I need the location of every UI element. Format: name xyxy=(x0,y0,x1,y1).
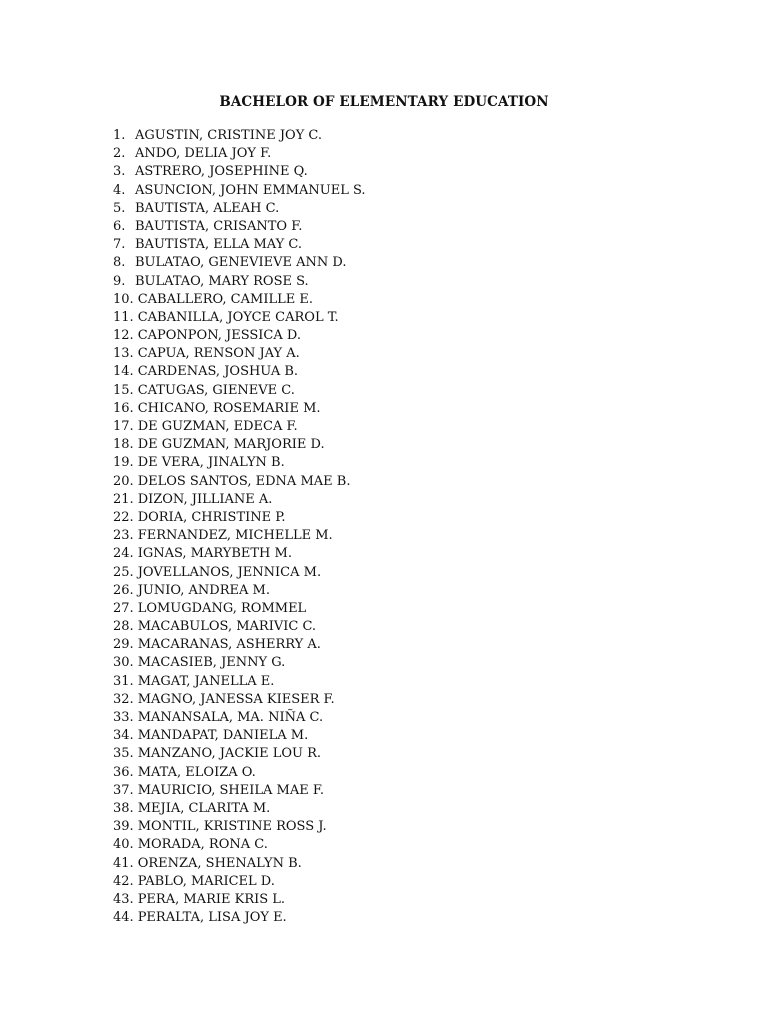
list-item xyxy=(113,818,366,836)
list-item-number: 18. xyxy=(113,437,134,453)
list-item-name: ASUNCION, JOHN EMMANUEL S. xyxy=(135,182,366,198)
list-item-name: BAUTISTA, CRISANTO F. xyxy=(135,218,303,234)
list-item-number: 1. xyxy=(113,128,126,143)
list-item xyxy=(113,764,366,782)
list-item xyxy=(113,436,366,454)
list-item-name: BAUTISTA, ALEAH C. xyxy=(135,200,280,216)
list-item xyxy=(113,145,366,163)
list-item xyxy=(113,254,366,272)
list-item xyxy=(113,200,366,218)
list-item-name: DORIA, CHRISTINE P. xyxy=(137,509,286,525)
list-item-number: 8. xyxy=(113,255,126,271)
list-item-number: 19. xyxy=(113,455,134,471)
list-item xyxy=(113,527,366,545)
list-item-number: 16. xyxy=(113,400,134,416)
list-item-number: 20. xyxy=(113,473,134,489)
list-item xyxy=(113,127,366,145)
list-item xyxy=(113,564,366,582)
list-item-number: 27. xyxy=(113,600,134,616)
list-item-name: MAGNO, JANESSA KIESER F. xyxy=(137,691,335,707)
list-item-name: ORENZA, SHENALYN B. xyxy=(137,855,302,871)
list-item-number: 13. xyxy=(113,346,134,362)
list-item-number: 37. xyxy=(113,782,134,798)
list-item-number: 2. xyxy=(113,146,126,162)
list-item-number: 40. xyxy=(113,837,134,853)
list-item-number: 7. xyxy=(113,237,126,253)
list-item xyxy=(113,582,366,600)
list-item xyxy=(113,418,366,436)
list-item-name: AGUSTIN, CRISTINE JOY C. xyxy=(135,128,323,143)
list-item xyxy=(113,782,366,800)
list-item xyxy=(113,273,366,291)
list-item-number: 29. xyxy=(113,637,134,653)
list-item-name: MAGAT, JANELLA E. xyxy=(137,673,275,689)
list-item-name: MEJIA, CLARITA M. xyxy=(137,800,271,816)
list-item-number: 17. xyxy=(113,419,134,434)
list-item-number: 30. xyxy=(113,655,134,671)
list-item-name: CAPONPON, JESSICA D. xyxy=(137,328,301,344)
list-item xyxy=(113,491,366,509)
list-item-name: CHICANO, ROSEMARIE M. xyxy=(137,400,321,416)
list-item-name: JOVELLANOS, JENNICA M. xyxy=(137,564,322,580)
list-item xyxy=(113,363,366,381)
list-item xyxy=(113,218,366,236)
list-item xyxy=(113,745,366,763)
list-item xyxy=(113,891,366,909)
list-item-name: BULATAO, MARY ROSE S. xyxy=(135,273,309,289)
list-item xyxy=(113,836,366,854)
list-item-name: DE GUZMAN, MARJORIE D. xyxy=(137,437,325,453)
list-item-name: BAUTISTA, ELLA MAY C. xyxy=(135,237,303,253)
list-item-number: 26. xyxy=(113,582,134,598)
list-item xyxy=(113,691,366,709)
list-item-number: 41. xyxy=(113,855,134,871)
list-item xyxy=(113,291,366,309)
list-item-number: 39. xyxy=(113,819,134,835)
list-item-number: 10. xyxy=(113,291,134,307)
list-item-number: 34. xyxy=(113,728,134,744)
list-item-name: MANDAPAT, DANIELA M. xyxy=(137,728,309,744)
list-item-name: JUNIO, ANDREA M. xyxy=(137,582,270,598)
list-item-number: 15. xyxy=(113,382,134,398)
list-item-name: CATUGAS, GIENEVE C. xyxy=(137,382,295,398)
list-item xyxy=(113,163,366,181)
list-item-name: DE GUZMAN, EDECA F. xyxy=(137,419,298,434)
list-item-name: MAURICIO, SHEILA MAE F. xyxy=(137,782,324,798)
list-item-number: 6. xyxy=(113,218,126,234)
list-item-number: 5. xyxy=(113,200,126,216)
list-item-number: 44. xyxy=(113,910,134,926)
list-item-name: CABANILLA, JOYCE CAROL T. xyxy=(137,309,339,325)
list-item-name: MACASIEB, JENNY G. xyxy=(137,655,286,671)
list-item-number: 14. xyxy=(113,364,134,380)
list-item-name: DIZON, JILLIANE A. xyxy=(137,491,273,507)
list-item xyxy=(113,600,366,618)
list-item-number: 36. xyxy=(113,764,134,780)
list-item-name: ANDO, DELIA JOY F. xyxy=(135,146,272,162)
list-item-name: MONTIL, KRISTINE ROSS J. xyxy=(137,819,327,835)
name-list xyxy=(113,127,366,927)
list-item-name: PERA, MARIE KRIS L. xyxy=(137,891,286,907)
list-item-name: DE VERA, JINALYN B. xyxy=(137,455,285,471)
list-item-number: 22. xyxy=(113,509,134,525)
list-item xyxy=(113,855,366,873)
list-item-name: CABALLERO, CAMILLE E. xyxy=(137,291,313,307)
list-item xyxy=(113,236,366,254)
list-item-number: 38. xyxy=(113,800,134,816)
list-item xyxy=(113,400,366,418)
list-item-name: LOMUGDANG, ROMMEL xyxy=(137,600,307,616)
list-item-name: ASTRERO, JOSEPHINE Q. xyxy=(135,164,308,180)
list-item xyxy=(113,873,366,891)
list-item-number: 35. xyxy=(113,746,134,762)
list-item xyxy=(113,345,366,363)
list-item-name: MANANSALA, MA. NIÑA C. xyxy=(137,710,324,725)
list-item-number: 43. xyxy=(113,891,134,907)
list-item-number: 11. xyxy=(113,309,134,325)
list-item-number: 31. xyxy=(113,673,134,689)
list-item xyxy=(113,800,366,818)
list-item xyxy=(113,654,366,672)
list-item xyxy=(113,509,366,527)
list-item xyxy=(113,618,366,636)
list-item-name: PERALTA, LISA JOY E. xyxy=(137,910,287,926)
list-item xyxy=(113,727,366,745)
list-item-number: 9. xyxy=(113,273,126,289)
list-item xyxy=(113,454,366,472)
list-item xyxy=(113,709,366,727)
list-item-name: MORADA, RONA C. xyxy=(137,837,268,853)
list-item-name: MATA, ELOIZA O. xyxy=(137,764,256,780)
list-item xyxy=(113,327,366,345)
list-item-name: DELOS SANTOS, EDNA MAE B. xyxy=(137,473,351,489)
list-item-name: MACARANAS, ASHERRY A. xyxy=(137,637,321,653)
list-item xyxy=(113,182,366,200)
list-item-number: 23. xyxy=(113,528,134,544)
list-item-number: 25. xyxy=(113,564,134,580)
list-item-name: IGNAS, MARYBETH M. xyxy=(137,546,292,562)
list-item-number: 3. xyxy=(113,164,126,180)
list-item-name: BULATAO, GENEVIEVE ANN D. xyxy=(135,255,347,271)
list-item-number: 33. xyxy=(113,710,134,725)
list-item-name: MACABULOS, MARIVIC C. xyxy=(137,619,317,635)
list-item-name: CARDENAS, JOSHUA B. xyxy=(137,364,299,380)
list-item xyxy=(113,636,366,654)
list-item xyxy=(113,473,366,491)
list-item xyxy=(113,545,366,563)
list-item xyxy=(113,382,366,400)
list-item-number: 24. xyxy=(113,546,134,562)
list-item xyxy=(113,673,366,691)
list-item-name: FERNANDEZ, MICHELLE M. xyxy=(137,528,333,544)
list-item-name: CAPUA, RENSON JAY A. xyxy=(137,346,300,362)
list-item-number: 21. xyxy=(113,491,134,507)
list-item-number: 28. xyxy=(113,619,134,635)
list-item-number: 32. xyxy=(113,691,134,707)
list-item xyxy=(113,909,366,927)
document-title: BACHELOR OF ELEMENTARY EDUCATION xyxy=(219,94,549,110)
list-item-number: 12. xyxy=(113,328,134,344)
list-item-number: 42. xyxy=(113,873,134,889)
list-item xyxy=(113,309,366,327)
list-item-name: PABLO, MARICEL D. xyxy=(137,873,275,889)
list-item-number: 4. xyxy=(113,182,126,198)
list-item-name: MANZANO, JACKIE LOU R. xyxy=(137,746,322,762)
